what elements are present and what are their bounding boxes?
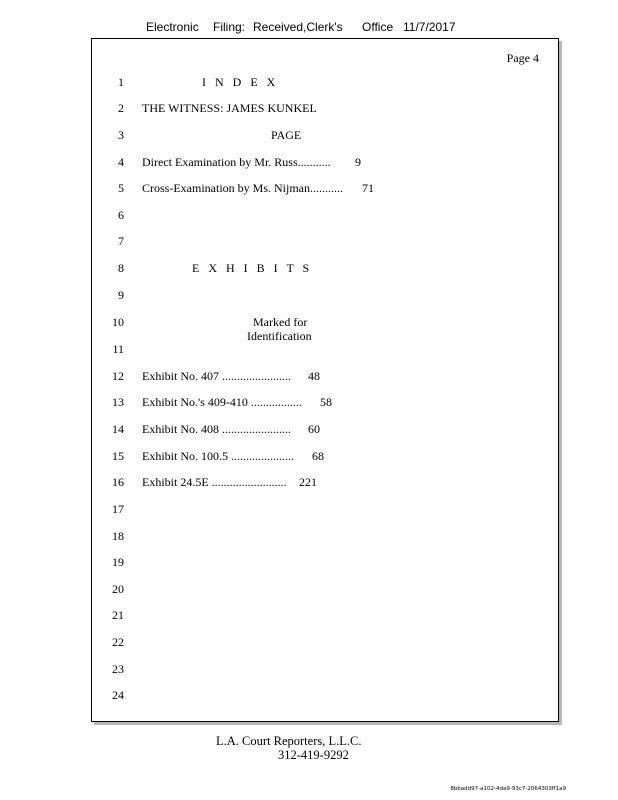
marked-for-label: Marked for	[253, 315, 308, 329]
exhibit-label: Exhibit 24.5E .........................	[142, 475, 287, 489]
line-number: 12	[112, 369, 124, 383]
line-number: 7	[118, 234, 124, 248]
filing-date: 11/7/2017	[403, 20, 456, 34]
line-number: 13	[112, 395, 124, 409]
page-column-heading: PAGE	[271, 128, 302, 142]
examination-page: 9	[355, 155, 361, 169]
line-number: 4	[118, 155, 124, 169]
exhibit-page: 48	[308, 369, 320, 383]
exhibit-page: 58	[320, 395, 332, 409]
index-heading: I N D E X	[202, 75, 279, 89]
line-number: 19	[112, 555, 124, 569]
examination-entry	[142, 155, 361, 169]
examination-page: 71	[362, 181, 374, 195]
exhibit-page: 68	[312, 449, 324, 463]
exhibit-entry	[142, 449, 324, 463]
line-number: 15	[112, 449, 124, 463]
footer-company: L.A. Court Reporters, L.L.C.	[216, 734, 362, 748]
page-number: Page 4	[506, 51, 539, 65]
exhibit-entry	[142, 369, 320, 383]
line-number: 16	[112, 475, 124, 489]
examination-label: Cross-Examination by Ms. Nijman...........	[142, 181, 343, 195]
filing-word-office: Office	[362, 20, 394, 34]
line-number: 9	[118, 288, 124, 302]
line-number: 24	[112, 688, 124, 702]
line-number: 22	[112, 635, 124, 649]
identification-label: Identification	[247, 329, 312, 343]
exhibit-page: 60	[308, 422, 320, 436]
exhibits-heading: E X H I B I T S	[192, 261, 313, 275]
filing-stamp	[0, 20, 618, 36]
line-number: 10	[112, 315, 124, 329]
footer-phone: 312-419-9292	[278, 748, 349, 762]
exhibit-label: Exhibit No. 100.5 .....................	[142, 449, 294, 463]
line-number: 8	[118, 261, 124, 275]
examination-entry	[142, 181, 374, 195]
line-number: 20	[112, 582, 124, 596]
filing-word-filing: Filing:	[213, 20, 246, 34]
exhibit-entry	[142, 422, 320, 436]
line-number: 2	[118, 101, 124, 115]
line-number: 5	[118, 181, 124, 195]
exhibit-entry	[142, 395, 332, 409]
line-number: 17	[112, 502, 124, 516]
line-number: 18	[112, 529, 124, 543]
line-number: 21	[112, 608, 124, 622]
line-number: 11	[112, 342, 124, 356]
document-id: 8bbadd97-a102-4da9-93c7-2064303ff1a9	[450, 786, 566, 792]
witness-line: THE WITNESS: JAMES KUNKEL	[142, 101, 317, 115]
exhibit-label: Exhibit No.'s 409-410 .................	[142, 395, 302, 409]
exhibit-entry	[142, 475, 317, 489]
line-number: 14	[112, 422, 124, 436]
transcript-page	[91, 38, 559, 722]
filing-word-received: Received,Clerk's	[253, 20, 343, 34]
line-number: 23	[112, 662, 124, 676]
exhibit-page: 221	[299, 475, 317, 489]
line-number: 3	[118, 128, 124, 142]
exhibit-label: Exhibit No. 407 .......................	[142, 369, 291, 383]
exhibit-label: Exhibit No. 408 .......................	[142, 422, 291, 436]
filing-word-electronic: Electronic	[146, 20, 199, 34]
line-number: 6	[118, 208, 124, 222]
examination-label: Direct Examination by Mr. Russ...........	[142, 155, 331, 169]
line-number: 1	[118, 75, 124, 89]
